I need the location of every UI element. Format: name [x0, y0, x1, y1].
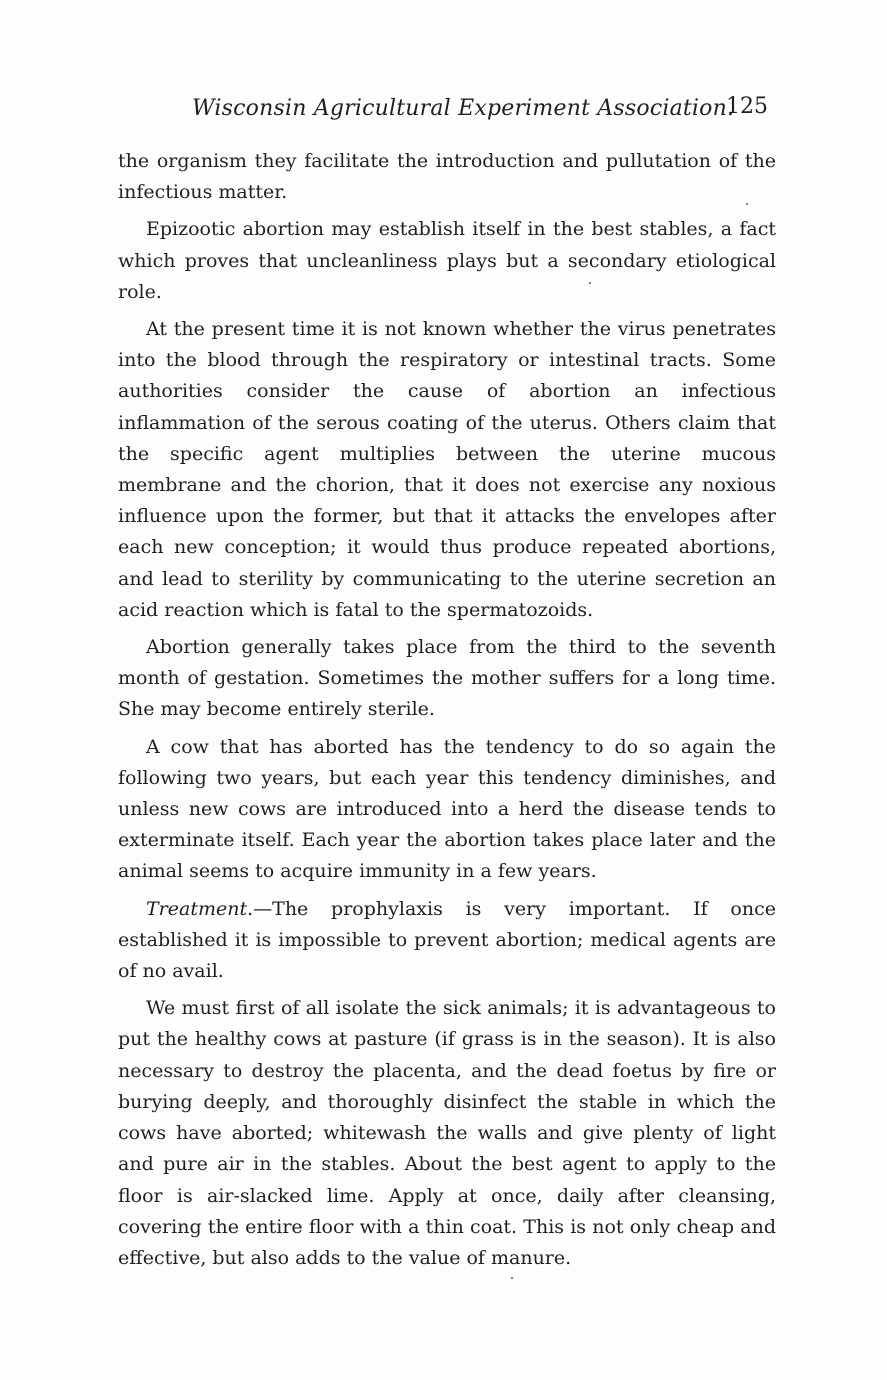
paragraph-treatment: [118, 894, 776, 988]
running-head: [118, 92, 778, 132]
scan-speck: [589, 282, 591, 284]
paragraph-epizootic: Epizootic abortion may establish itself in the best stables, a fact which proves that uncleanliness plays but a secondary etiological role.: [118, 218, 776, 303]
paragraph-virus: At the present time it is not known whether the virus penetrates into the blood through the respiratory or intestinal tracts. Some authorities consider the cause of abortion an infectious inflammation of the serous coating of the uterus. Others claim that the specific agent multiplies between the uterine mucous membrane and the chorion, that it does not exercise any noxious influence upon the former, but that it attacks the envelopes after each new conception; it would thus produce repeated abortions, and lead to sterility by communicating to the uterine secretion an acid reaction which is fatal to the spermatozoids.: [118, 318, 776, 621]
treatment-text: —The prophylaxis is very important. If once established it is impossible to prevent abortion; medical agents are of no avail.: [118, 897, 776, 983]
page-number: 125: [726, 94, 768, 119]
paragraph-gestation: Abortion generally takes place from the third to the seventh month of gestation. Sometimes the mother suffers for a long time. She may become entirely sterile.: [118, 636, 776, 721]
body-text: [118, 146, 776, 1280]
treatment-heading: Treatment.: [146, 897, 254, 920]
scan-speck: [746, 203, 748, 205]
paragraph-continuation: the organism they facilitate the introduction and pullutation of the infectious matter.: [118, 150, 776, 204]
paragraph-tendency: A cow that has aborted has the tendency to do so again the following two years, but each year this tendency diminishes, and unless new cows are introduced into a herd the disease tends to exterminate itself. Each year the abortion takes place later and the animal seems to acquire immunity in a few years.: [118, 735, 776, 883]
scan-speck: [511, 1277, 513, 1279]
running-title: Wisconsin Agricultural Experiment Association.: [192, 96, 735, 121]
paragraph-isolate: We must first of all isolate the sick animals; it is advantageous to put the healthy cows at pasture (if grass is in the season). It is also necessary to destroy the placenta, and the dead foetus by fire or burying deeply, and thoroughly disinfect the stable in which the cows have aborted; whitewash the walls and give plenty of light and pure air in the stables. About the best agent to apply to the floor is air-slacked lime. Apply at once, daily after cleansing, covering the entire floor with a thin coat. This is not only cheap and effective, but also adds to the value of manure.: [118, 997, 776, 1269]
